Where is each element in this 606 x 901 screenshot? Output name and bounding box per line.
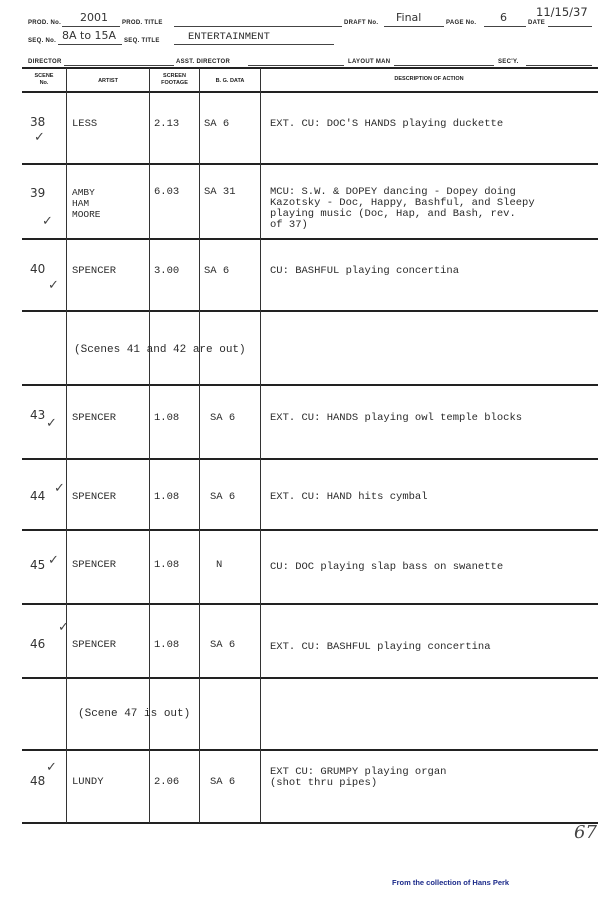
- artist-cell: SPENCER: [72, 491, 117, 503]
- scene-number: 39: [30, 186, 46, 200]
- description-cell: MCU: S.W. & DOPEY dancing - Dopey doing Kazotsky - Doc, Happy, Bashful, and Sleepy playing music (Doc, Hap, and Bash, rev. of 37): [270, 186, 535, 231]
- check-mark: ✓: [58, 620, 69, 635]
- scene-number: 46: [30, 637, 46, 651]
- asst-director-label: ASST. DIRECTOR: [176, 59, 231, 65]
- scene-number: 45: [30, 558, 46, 572]
- artist-cell: AMBY HAM MOORE: [72, 187, 101, 220]
- artist-cell: LESS: [72, 118, 98, 130]
- description-cell: CU: DOC playing slap bass on swanette: [270, 561, 504, 573]
- footage-cell: 3.00: [154, 265, 180, 277]
- scenes-out-note: (Scenes 41 and 42 are out): [74, 344, 246, 356]
- collection-credit: From the collection of Hans Perk: [392, 878, 510, 887]
- col-scene-no: SCENE No.: [34, 73, 54, 86]
- bg-data-cell: SA 6: [204, 118, 230, 130]
- col-description: DESCRIPTION OF ACTION: [394, 76, 464, 82]
- scene-number: 40: [30, 262, 46, 276]
- page-no-value: 6: [500, 11, 507, 24]
- footage-cell: 1.08: [154, 412, 180, 424]
- check-mark: ✓: [46, 416, 57, 431]
- seq-no-label: SEQ. No.: [28, 38, 57, 44]
- footage-cell: 2.06: [154, 776, 180, 788]
- footage-cell: 1.08: [154, 559, 180, 571]
- scene-number: 38: [30, 115, 46, 129]
- bg-data-cell: SA 6: [210, 491, 236, 503]
- description-cell: EXT. CU: DOC'S HANDS playing duckette: [270, 118, 504, 130]
- prod-no-label: PROD. No.: [28, 20, 62, 26]
- description-cell: EXT. CU: HAND hits cymbal: [270, 491, 428, 503]
- prod-title-label: PROD. TITLE: [122, 20, 163, 26]
- seq-title-value: ENTERTAINMENT: [188, 31, 270, 43]
- description-cell: EXT CU: GRUMPY playing organ (shot thru pipes): [270, 766, 447, 789]
- page-mark: 67: [574, 822, 597, 843]
- description-cell: EXT. CU: HANDS playing owl temple blocks: [270, 412, 523, 424]
- director-label: DIRECTOR: [28, 59, 62, 65]
- layout-man-label: LAYOUT MAN: [348, 59, 391, 65]
- footage-cell: 1.08: [154, 491, 180, 503]
- scene-number: 44: [30, 489, 46, 503]
- artist-cell: SPENCER: [72, 412, 117, 424]
- description-cell: EXT. CU: BASHFUL playing concertina: [270, 641, 491, 653]
- col-artist: ARTIST: [98, 78, 118, 84]
- draft-no-label: DRAFT No.: [344, 20, 379, 26]
- seq-title-label: SEQ. TITLE: [124, 38, 160, 44]
- scene-number: 48: [30, 774, 46, 788]
- scene-out-note: (Scene 47 is out): [78, 708, 191, 720]
- check-mark: ✓: [46, 760, 57, 775]
- draft-no-value: Final: [396, 11, 422, 24]
- check-mark: ✓: [54, 481, 65, 496]
- check-mark: ✓: [48, 278, 59, 293]
- prod-no-value: 2001: [80, 11, 108, 24]
- date-value: 11/15/37: [536, 5, 588, 19]
- check-mark: ✓: [34, 130, 45, 145]
- check-mark: ✓: [42, 214, 53, 229]
- bg-data-cell: SA 6: [204, 265, 230, 277]
- date-label: DATE: [528, 20, 546, 26]
- bg-data-cell: SA 6: [210, 776, 236, 788]
- description-cell: CU: BASHFUL playing concertina: [270, 265, 460, 277]
- bg-data-cell: N: [216, 559, 223, 571]
- seq-no-value: 8A to 15A: [62, 29, 117, 42]
- secy-label: SEC'Y.: [498, 59, 519, 65]
- footage-cell: 6.03: [154, 186, 180, 198]
- artist-cell: SPENCER: [72, 265, 117, 277]
- bg-data-cell: SA 31: [204, 186, 236, 198]
- bg-data-cell: SA 6: [210, 639, 236, 651]
- footage-cell: 2.13: [154, 118, 180, 130]
- check-mark: ✓: [48, 553, 59, 568]
- artist-cell: SPENCER: [72, 559, 117, 571]
- artist-cell: SPENCER: [72, 639, 117, 651]
- page-no-label: PAGE No.: [446, 20, 477, 26]
- col-screen-footage: SCREEN FOOTAGE: [161, 73, 188, 86]
- scene-number: 43: [30, 408, 46, 422]
- footage-cell: 1.08: [154, 639, 180, 651]
- col-bg-data: B. G. DATA: [215, 78, 245, 84]
- bg-data-cell: SA 6: [210, 412, 236, 424]
- artist-cell: LUNDY: [72, 776, 104, 788]
